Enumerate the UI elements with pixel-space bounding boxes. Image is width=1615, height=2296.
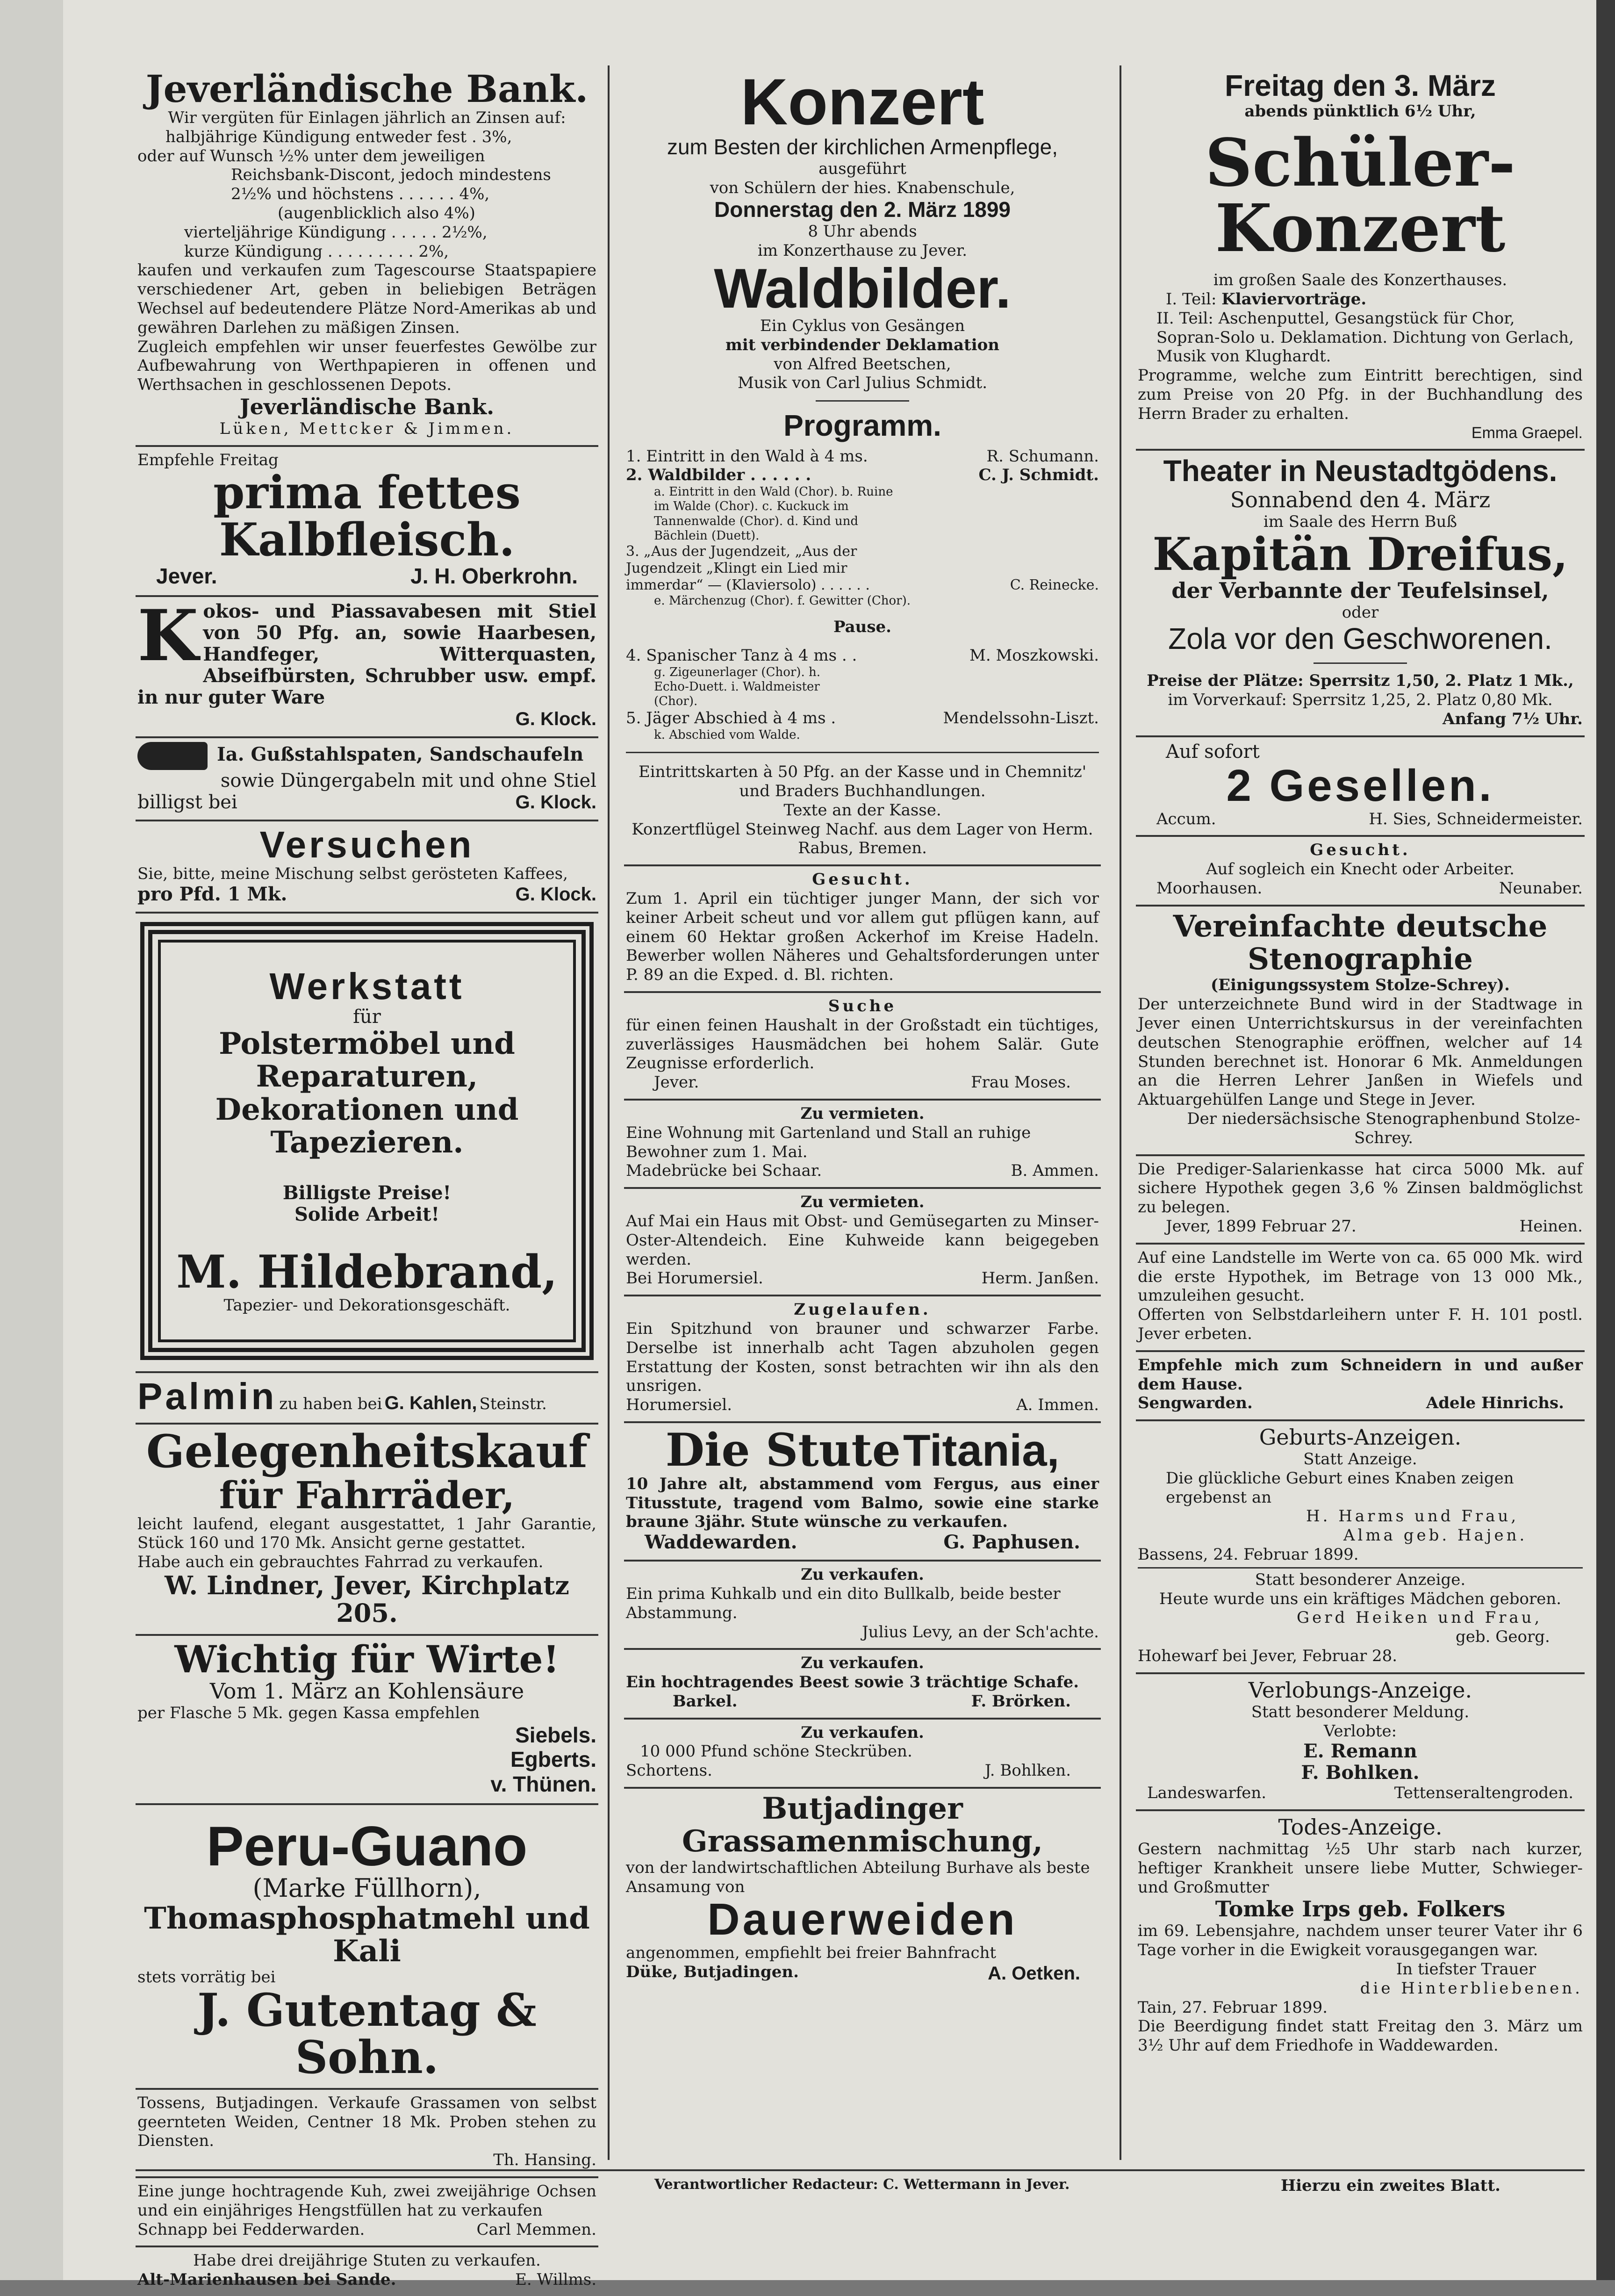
program-item: 5. Jäger Abschied à 4 ms . bbox=[626, 709, 836, 728]
bank-body: kaufen und verkaufen zum Tagescourse Staatspapiere verschiedener Art, geben in beliebigen Beträgen Wechsel auf bedeutendere Plätze Nord-Amerikas ab und gewähren Darlehen zu mäßigen Zinsen. bbox=[137, 261, 596, 337]
ad-grassamen bbox=[136, 2090, 598, 2178]
verk-text: Ein hochtragendes Beest sowie 3 trächtige Schafe. bbox=[626, 1673, 1079, 1692]
steno-title: Vereinfachte deutsche Stenographie bbox=[1173, 908, 1548, 977]
stute-name: Titania, bbox=[903, 1425, 1060, 1475]
bank-line: 2½% und höchstens . . . . . . 4%, bbox=[231, 185, 490, 204]
verk-text: 10 000 Pfund schöne Steckrüben. bbox=[640, 1742, 912, 1761]
ad-spaten bbox=[136, 738, 598, 821]
ad-stenographie bbox=[1136, 907, 1585, 1156]
geburt-title: Geburts-Anzeigen. bbox=[1259, 1425, 1462, 1450]
column-rule-1 bbox=[608, 65, 610, 2160]
verk-name: Julius Levy, an der Sch'achte. bbox=[862, 1622, 1099, 1641]
verlobung-name: E. Remann bbox=[1303, 1740, 1417, 1763]
bank-line: kurze Kündigung . . . . . . . . . 2%, bbox=[184, 242, 449, 261]
verk-title: Zu verkaufen. bbox=[801, 1565, 924, 1584]
ad-verkaufen-2 bbox=[624, 1650, 1101, 1719]
schueler-name: Emma Graepel. bbox=[1471, 424, 1583, 442]
program-subitems: k. Abschied vom Walde. bbox=[654, 728, 800, 742]
schueler-title: Schüler-Konzert bbox=[1205, 125, 1516, 267]
bank-line: vierteljährige Kündigung . . . . . 2½%, bbox=[184, 223, 488, 242]
kalb-top: Empfehle Freitag bbox=[137, 450, 279, 469]
theater-price: im Vorverkauf: Sperrsitz 1,25, 2. Platz 0,80 Mk. bbox=[1168, 691, 1553, 710]
verm-name: B. Ammen. bbox=[1011, 1161, 1099, 1180]
pointing-hand-icon bbox=[137, 742, 208, 770]
wirte-name: Egberts. bbox=[510, 1747, 596, 1772]
suche-name: Frau Moses. bbox=[971, 1073, 1071, 1092]
werkstatt-fuer: für bbox=[353, 1006, 381, 1028]
prediger-text: Die Prediger-Salarienkasse hat circa 5000 Mk. auf sichere Hypothek gegen 3,6 % Zinsen baldmöglichst zu belegen. bbox=[1138, 1159, 1583, 1217]
verm-name: Herm. Janßen. bbox=[981, 1269, 1099, 1288]
ad-palmin bbox=[136, 1373, 598, 1425]
palmin-name: G. Kahlen, bbox=[384, 1392, 477, 1413]
prediger-place: Jever, 1899 Februar 27. bbox=[1166, 1217, 1357, 1236]
todes-place: Tain, 27. Februar 1899. bbox=[1138, 1998, 1328, 2017]
verm-text: Eine Wohnung mit Gartenland und Stall an ruhige Bewohner zum 1. Mai. bbox=[626, 1123, 1031, 1161]
ad-gesellen bbox=[1136, 737, 1585, 837]
stuten-place: Alt-Marienhausen bei Sande. bbox=[137, 2270, 396, 2289]
program-composer: C. Reinecke. bbox=[1010, 576, 1099, 593]
verlobung-title: Verlobungs-Anzeige. bbox=[1248, 1677, 1472, 1703]
fahrrad-sign: W. Lindner, Jever, Kirchplatz 205. bbox=[165, 1570, 569, 1628]
konzert-work-line: Ein Cyklus von Gesängen bbox=[760, 316, 965, 335]
besen-text: okos- und Piassavabesen mit Stiel von 50 Pfg. an, sowie Haarbesen, Handfeger, Witterquasten, Abseifbürsten, Schrubber usw. empf. in nur guter Ware bbox=[137, 600, 596, 708]
program-item: 3. „Aus der Jugendzeit, „Aus der Jugendzeit „Klingt ein Lied mir immerdar“ — (Klaviersolo) . . . . . . bbox=[626, 543, 870, 593]
ad-verlobung bbox=[1136, 1674, 1585, 1811]
konzert-work-line: mit verbindender Deklamation bbox=[725, 335, 1000, 354]
konzert-line: von Schülern der hies. Knabenschule, bbox=[710, 178, 1015, 197]
bank-line: Reichsbank-Discont, jedoch mindestens bbox=[231, 166, 551, 185]
konzert-time: 8 Uhr abends bbox=[808, 222, 917, 241]
kaffee-price: pro Pfd. 1 Mk. bbox=[137, 883, 287, 905]
besen-name: G. Klock. bbox=[515, 708, 596, 729]
suche-place: Jever. bbox=[654, 1073, 699, 1092]
konzert-date: Donnerstag den 2. März 1899 bbox=[714, 197, 1011, 222]
gesellen-title: 2 Gesellen. bbox=[1226, 760, 1494, 811]
butj-text: angenommen, empfiehlt bei freier Bahnfracht bbox=[626, 1943, 997, 1963]
wirte-title: Wichtig für Wirte! bbox=[174, 1637, 560, 1681]
schueler-place: im großen Saale des Konzerthauses. bbox=[1213, 271, 1507, 290]
guano-name: J. Gutentag & Sohn. bbox=[197, 1984, 537, 2084]
konzert-texte: Texte an der Kasse. bbox=[783, 800, 941, 820]
bank-line: oder auf Wunsch ½% unter dem jeweiligen bbox=[137, 146, 485, 166]
verk-place: Barkel. bbox=[673, 1691, 738, 1711]
suche-title: Suche bbox=[828, 996, 897, 1015]
column-3 bbox=[1136, 65, 1585, 2149]
verlobung-place: Tettenseraltengroden. bbox=[1394, 1784, 1573, 1803]
fahrrad-body: leicht laufend, elegant ausgestattet, 1 Jahr Garantie, Stück 160 und 170 Mk. Ansicht gerne gestattet. bbox=[137, 1514, 596, 1553]
konzert-sub: zum Besten der kirchlichen Armenpflege, bbox=[667, 135, 1058, 159]
footer-editor: Verantwortlicher Redacteur: C. Wettermann in Jever. bbox=[654, 2176, 1070, 2193]
geburt-sub: Statt besonderer Anzeige. bbox=[1138, 1567, 1583, 1590]
bank-signature: Jeverländische Bank. bbox=[239, 394, 495, 419]
kalb-headline: prima fettes Kalbfleisch. bbox=[213, 466, 521, 567]
guano-small: stets vorrätig bei bbox=[137, 1968, 276, 1987]
wirte-name: v. Thünen. bbox=[490, 1772, 596, 1797]
program-pause: Pause. bbox=[833, 618, 891, 637]
guano-title: Peru-Guano bbox=[206, 1815, 528, 1878]
stute-text: 10 Jahre alt, abstammend vom Fergus, aus einer Titusstute, tragend vom Balmo, sowie eine starke braune 3jähr. Stute wünsche zu verkaufen. bbox=[626, 1474, 1099, 1532]
wirte-line: per Flasche 5 Mk. gegen Kassa empfehlen bbox=[137, 1703, 480, 1722]
gesucht-text: Zum 1. April ein tüchtiger junger Mann, der sich vor keiner Arbeit scheut und vor allem gut pflügen kann, auf einem 60 Hektar großen Ackerhof im Kreise Hadeln. Bewerber wollen Näheres und Gehaltsforderungen unter P. 89 an die Exped. d. Bl. richten. bbox=[626, 889, 1099, 985]
column-rule-2 bbox=[1120, 65, 1121, 2160]
verk-title: Zu verkaufen. bbox=[801, 1654, 924, 1673]
werkstatt-price: Billigste Preise! bbox=[282, 1182, 452, 1204]
konzert-place: im Konzerthause zu Jever. bbox=[757, 241, 968, 260]
stuten-name: E. Willms. bbox=[515, 2270, 596, 2289]
theater-date: Sonnabend den 4. März bbox=[1230, 487, 1491, 512]
ad-landstelle bbox=[1136, 1245, 1585, 1352]
verk-name: F. Brörken. bbox=[971, 1691, 1071, 1711]
bank-signature-names: Lüken, Mettcker & Jimmen. bbox=[219, 419, 515, 438]
theater-play: Kapitän Dreifus, bbox=[1152, 528, 1568, 581]
werkstatt-line: Dekorationen und Tapezieren. bbox=[215, 1092, 519, 1160]
verk-text: Ein prima Kuhkalb und ein dito Bullkalb, beide bester Abstammung. bbox=[626, 1584, 1061, 1622]
bank-line: (augenblicklich also 4%) bbox=[278, 203, 475, 223]
programm-title: Programm. bbox=[783, 409, 941, 443]
schueler-teil-label: I. Teil: bbox=[1166, 289, 1217, 309]
stuten-line: Habe drei dreijährige Stuten zu verkaufen. bbox=[193, 2251, 541, 2270]
ad-theater bbox=[1136, 451, 1585, 737]
kaffee-title: Versuchen bbox=[259, 823, 474, 865]
schueler-date: Freitag den 3. März bbox=[1225, 69, 1496, 102]
footer-rule bbox=[136, 2169, 1585, 2171]
ad-kaffee bbox=[136, 821, 598, 914]
werkstatt-solid: Solide Arbeit! bbox=[294, 1203, 440, 1226]
steno-body: Der unterzeichnete Bund wird in der Stadtwage in Jever einen Unterrichtskursus in der vereinfachten deutschen Stenographie eröffnen, welcher auf 14 Stunden berechnet ist. Honorar 6 Mk. Anmeldungen an die Herren Lehrer Janßen in Wiefels und Aktuargehülfen Lange und Stege in Jever. bbox=[1138, 995, 1583, 1109]
geburt-name: geb. Georg. bbox=[1456, 1627, 1550, 1647]
verm-title: Zu vermieten. bbox=[800, 1104, 925, 1123]
butj-text: von der landwirtschaftlichen Abteilung Burhave als beste Ansamung von bbox=[626, 1858, 1090, 1896]
footer-note: Hierzu ein zweites Blatt. bbox=[1281, 2176, 1500, 2195]
konzert-work-line: von Alfred Beetschen, bbox=[774, 354, 951, 374]
palmin-street: Steinstr. bbox=[479, 1394, 547, 1413]
spaten-name: G. Klock. bbox=[515, 792, 596, 813]
todes-name: Tomke Irps geb. Folkers bbox=[1215, 1896, 1506, 1922]
program-composer: Mendelssohn-Liszt. bbox=[943, 709, 1099, 728]
geburt-text: Die glückliche Geburt eines Knaben zeigen ergebenst an bbox=[1166, 1468, 1514, 1507]
kuh-name: Carl Memmen. bbox=[476, 2220, 596, 2239]
geburt-sub: Statt Anzeige. bbox=[1303, 1450, 1417, 1469]
fahrrad-body: Habe auch ein gebrauchtes Fahrrad zu verkaufen. bbox=[137, 1553, 544, 1572]
gesellen-place: Accum. bbox=[1156, 809, 1216, 828]
ad-vermieten-2 bbox=[624, 1189, 1101, 1296]
werkstatt-line: Polstermöbel und Reparaturen, bbox=[219, 1026, 515, 1094]
verm-place: Madebrücke bei Schaar. bbox=[626, 1161, 822, 1180]
kalb-name: J. H. Oberkrohn. bbox=[410, 564, 578, 589]
ad-vermieten-1 bbox=[624, 1101, 1101, 1189]
gras-name: Th. Hansing. bbox=[493, 2151, 596, 2170]
program-item: 4. Spanischer Tanz à 4 ms . . bbox=[626, 646, 857, 665]
steno-sign: Der niedersächsische Stenographenbund Stolze-Schrey. bbox=[1187, 1109, 1580, 1147]
theater-play2: Zola vor den Geschworenen. bbox=[1168, 621, 1552, 655]
program-composer: C. J. Schmidt. bbox=[978, 466, 1099, 485]
verk-name: J. Bohlken. bbox=[984, 1761, 1071, 1780]
ad-gesucht-mann bbox=[624, 866, 1101, 993]
ad-schneidern bbox=[1136, 1352, 1585, 1421]
butj-name: A. Oetken. bbox=[988, 1963, 1080, 1984]
zugel-name: A. Immen. bbox=[1016, 1396, 1099, 1415]
besen-initial: K bbox=[137, 594, 199, 677]
program-subitems: e. Märchenzug (Chor). f. Gewitter (Chor). bbox=[654, 593, 911, 608]
ad-besen bbox=[136, 594, 598, 738]
geburt-name: H. Harms und Frau, bbox=[1306, 1507, 1519, 1526]
prediger-name: Heinen. bbox=[1519, 1217, 1583, 1236]
knecht-place: Moorhausen. bbox=[1156, 878, 1263, 898]
bank-line: halbjährige Kündigung entweder fest . 3%, bbox=[165, 127, 512, 146]
geburt-name: Alma geb. Hajen. bbox=[1343, 1526, 1528, 1545]
schueler-teil-label: II. Teil: bbox=[1156, 309, 1213, 328]
konzert-fluegel: Konzertflügel Steinweg Nachf. aus dem Lager von Herm. Rabus, Bremen. bbox=[632, 820, 1093, 858]
kuh-text: Eine junge hochtragende Kuh, zwei zweijährige Ochsen und ein einjähriges Hengstfüllen hat zu verkaufen bbox=[137, 2181, 596, 2220]
bank-line: Wir vergüten für Einlagen jährlich an Zinsen auf: bbox=[168, 108, 566, 127]
program-item: 2. Waldbilder . . . . . . bbox=[626, 466, 811, 485]
werkstatt-name: M. Hildebrand, bbox=[176, 1245, 558, 1299]
schueler-body: Programme, welche zum Eintritt berechtigen, sind zum Preise von 20 Pfg. in der Buchhandlung des Herrn Brader zu erhalten. bbox=[1138, 366, 1583, 423]
konzert-work-line: Musik von Carl Julius Schmidt. bbox=[737, 374, 988, 393]
todes-trauer: In tiefster Trauer bbox=[1396, 1959, 1536, 1979]
program-composer: R. Schumann. bbox=[986, 446, 1099, 466]
palmin-small: zu haben bei bbox=[279, 1394, 382, 1413]
ad-kalbfleisch bbox=[136, 447, 598, 597]
ad-konzert bbox=[624, 65, 1101, 866]
stute-place: Waddewarden. bbox=[645, 1531, 797, 1554]
verlobung-sub: Statt besonderer Meldung. bbox=[1251, 1702, 1470, 1721]
column-1 bbox=[136, 65, 598, 2289]
ad-prediger bbox=[1136, 1156, 1585, 1245]
werkstatt-title: Werkstatt bbox=[269, 965, 465, 1007]
spaten-line: billigst bei bbox=[137, 791, 237, 813]
konzert-work: Waldbilder. bbox=[714, 257, 1011, 320]
landstelle-text: Offerten von Selbstdarleihern unter F. H. 101 postl. Jever erbeten. bbox=[1138, 1305, 1583, 1344]
suche-text: für einen feinen Haushalt in der Großstadt ein tüchtiges, zuverlässiges Hausmädchen bei hohem Salär. Gute Zeugnisse erforderlich. bbox=[626, 1015, 1099, 1073]
palmin-title: Palmin bbox=[137, 1375, 277, 1417]
column-2 bbox=[624, 65, 1101, 2149]
kalb-place: Jever. bbox=[156, 564, 217, 589]
ad-verkaufen-1 bbox=[624, 1562, 1101, 1650]
fahrrad-title: Gelegenheitskauf bbox=[146, 1425, 588, 1478]
konzert-tickets: Eintrittskarten à 50 Pfg. an der Kasse und in Chemnitz' und Braders Buchhandlungen. bbox=[638, 763, 1087, 801]
todes-text: Gestern nachmittag ½5 Uhr starb nach kurzer, heftiger Krankheit unsere liebe Mutter, Schwieger- und Großmutter bbox=[1138, 1840, 1583, 1897]
kuh-place: Schnapp bei Fedderwarden. bbox=[137, 2220, 365, 2239]
spaten-line: sowie Düngergabeln mit und ohne Stiel bbox=[220, 770, 596, 792]
guano-sub: (Marke Füllhorn), bbox=[252, 1873, 481, 1903]
geburt-text: Heute wurde uns ein kräftiges Mädchen geboren. bbox=[1159, 1589, 1562, 1608]
guano-line: Thomasphosphatmehl und Kali bbox=[144, 1900, 590, 1969]
ad-verkaufen-3 bbox=[624, 1720, 1101, 1789]
geburt-place: Hohewarf bei Jever, Februar 28. bbox=[1138, 1647, 1398, 1666]
theater-sub: der Verbannte der Teufelsinsel, bbox=[1171, 578, 1549, 604]
geburt-name: Gerd Heiken und Frau, bbox=[1297, 1608, 1543, 1627]
ad-schueler-konzert bbox=[1136, 65, 1585, 451]
ad-stuten bbox=[136, 2247, 598, 2296]
verm-place: Bei Horumersiel. bbox=[626, 1269, 763, 1288]
stute-title: Die Stute bbox=[665, 1423, 901, 1476]
todes-text: im 69. Lebensjahre, nachdem unser teurer Vater ihr 6 Tage vorher in die Ewigkeit vorausgegangen war. bbox=[1138, 1922, 1583, 1960]
theater-oder: oder bbox=[1342, 603, 1379, 622]
schueler-teil: Klaviervorträge. bbox=[1221, 289, 1367, 309]
ad-todes bbox=[1136, 1811, 1585, 2062]
konzert-line: ausgeführt bbox=[818, 159, 906, 178]
zugel-text: Ein Spitzhund von brauner und schwarzer Farbe. Derselbe ist innerhalb acht Tagen abzuholen gegen Erstattung der Kosten, sonst betrachten wir ihn als den unsrigen. bbox=[626, 1319, 1099, 1396]
program-subitems: a. Eintritt in den Wald (Chor). b. Ruine im Walde (Chor). c. Kuckuck im Tannenwalde (Chor). d. Kind und Bächlein (Duett). bbox=[654, 485, 893, 543]
stute-seller: G. Paphusen. bbox=[943, 1531, 1080, 1554]
todes-text: Die Beerdigung findet statt Freitag den 3. März um 3½ Uhr auf dem Friedhofe in Waddewarden. bbox=[1138, 2017, 1583, 2055]
ad-geburt bbox=[1136, 1421, 1585, 1674]
verlobung-sub: Verlobte: bbox=[1323, 1721, 1397, 1741]
butj-place: Düke, Butjadingen. bbox=[626, 1963, 799, 1982]
ad-kuh bbox=[136, 2178, 598, 2247]
gesucht-title: Gesucht. bbox=[812, 870, 913, 889]
knecht-title: Gesucht. bbox=[1310, 841, 1411, 860]
konzert-title: Konzert bbox=[740, 65, 984, 138]
zugel-place: Horumersiel. bbox=[626, 1396, 732, 1415]
werkstatt-trade: Tapezier- und Dekorationsgeschäft. bbox=[223, 1296, 510, 1315]
spaten-line: Ia. Gußstahlspaten, Sandschaufeln bbox=[217, 743, 584, 765]
todes-title: Todes-Anzeige. bbox=[1278, 1814, 1443, 1840]
geburt-place: Bassens, 24. Februar 1899. bbox=[1138, 1545, 1359, 1564]
schneidern-text: Empfehle mich zum Schneidern in und außer dem Hause. bbox=[1138, 1355, 1583, 1394]
schneidern-place: Sengwarden. bbox=[1138, 1394, 1253, 1413]
knecht-text: Auf sogleich ein Knecht oder Arbeiter. bbox=[1206, 860, 1515, 879]
todes-trauer: die Hinterbliebenen. bbox=[1360, 1979, 1583, 1998]
page-edge bbox=[1596, 0, 1615, 2280]
theater-start: Anfang 7½ Uhr. bbox=[1442, 709, 1583, 728]
ad-zugelaufen bbox=[624, 1296, 1101, 1423]
theater-place: im Saale des Herrn Buß bbox=[1263, 512, 1457, 531]
knecht-name: Neunaber. bbox=[1499, 878, 1583, 898]
program-composer: M. Moszkowski. bbox=[969, 646, 1099, 665]
gesellen-name: H. Sies, Schneidermeister. bbox=[1369, 809, 1583, 828]
wirte-line: Vom 1. März an Kohlensäure bbox=[209, 1678, 524, 1704]
bank-title: Jeverländische Bank. bbox=[145, 67, 589, 111]
verm-title: Zu vermieten. bbox=[800, 1193, 925, 1212]
ad-fahrrad bbox=[136, 1425, 598, 1636]
program-subitems: g. Zigeunerlager (Chor). h. Echo-Duett. i. Waldmeister (Chor). bbox=[654, 665, 820, 709]
verlobung-place: Landeswarfen. bbox=[1147, 1784, 1267, 1803]
ad-bank bbox=[136, 65, 598, 447]
ad-knecht bbox=[1136, 837, 1585, 906]
fahrrad-sub: für Fahrräder, bbox=[219, 1473, 515, 1517]
program-item: 1. Eintritt in den Wald à 4 ms. bbox=[626, 446, 868, 466]
steno-sub: (Einigungssystem Stolze-Schrey). bbox=[1211, 976, 1510, 995]
zugel-title: Zugelaufen. bbox=[794, 1300, 931, 1319]
butj-big: Dauerweiden bbox=[707, 1894, 1018, 1945]
wirte-name: Siebels. bbox=[515, 1722, 596, 1747]
verk-title: Zu verkaufen. bbox=[801, 1723, 924, 1742]
theater-title: Theater in Neustadtgödens. bbox=[1163, 454, 1558, 488]
gras-text: Tossens, Butjadingen. Verkaufe Grassamen von selbst geernteten Weiden, Centner 18 Mk. Proben stehen zu Diensten. bbox=[137, 2093, 596, 2151]
schueler-time: abends pünktlich 6½ Uhr, bbox=[1244, 102, 1476, 121]
werkstatt-frame bbox=[140, 922, 594, 1360]
bank-body: Zugleich empfehlen wir unser feuerfestes Gewölbe zur Aufbewahrung von Werthpapieren in offenen und Werthsachen in geschlossenen Depots. bbox=[137, 337, 596, 395]
theater-price: Preise der Plätze: Sperrsitz 1,50, 2. Platz 1 Mk., bbox=[1147, 671, 1574, 691]
ad-butjadinger bbox=[624, 1789, 1101, 1991]
ad-wirte bbox=[136, 1636, 598, 1805]
verm-text: Auf Mai ein Haus mit Obst- und Gemüsegarten zu Minser-Oster-Altendeich. Eine Kuhweide kann beigegeben werden. bbox=[626, 1211, 1099, 1269]
ad-stute bbox=[624, 1423, 1101, 1562]
ad-guano bbox=[136, 1805, 598, 2090]
verk-place: Schortens. bbox=[626, 1761, 712, 1780]
butj-title: Butjadinger Grassamenmischung, bbox=[682, 1791, 1043, 1859]
landstelle-text: Auf eine Landstelle im Werte von ca. 65 000 Mk. wird die erste Hypothek, im Betrage von 13 000 Mk., umzuleihen gesucht. bbox=[1138, 1248, 1583, 1305]
schneidern-name: Adele Hinrichs. bbox=[1426, 1394, 1564, 1413]
kaffee-line: Sie, bitte, meine Mischung selbst gerösteten Kaffees, bbox=[137, 864, 568, 883]
kaffee-name: G. Klock. bbox=[515, 884, 596, 905]
gesellen-top: Auf sofort bbox=[1166, 741, 1260, 763]
ad-werkstatt bbox=[136, 914, 598, 1373]
ad-suche bbox=[624, 993, 1101, 1101]
schueler-teil: Aschenputtel, Gesangstück für Chor, Sopran-Solo u. Deklamation. Dichtung von Gerlach, Musik von Klughardt. bbox=[1156, 309, 1574, 366]
verlobung-name: F. Bohlken. bbox=[1301, 1762, 1420, 1784]
